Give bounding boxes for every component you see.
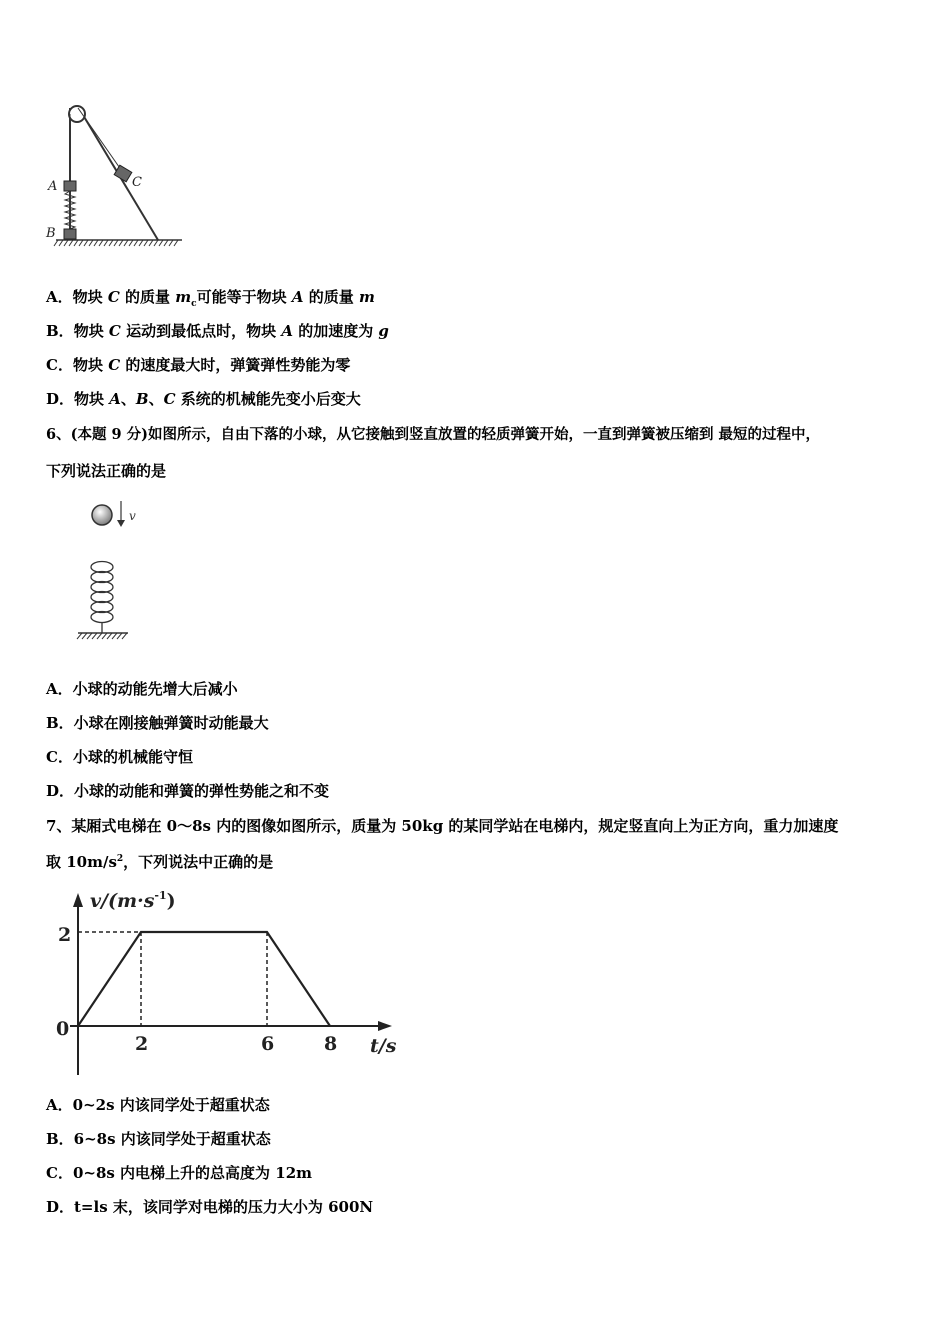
q7-stem-line2-pre: 取 10m/s xyxy=(46,853,117,871)
q6-option-d: D．小球的动能和弹簧的弹性势能之和不变 xyxy=(46,782,330,800)
label-b: B xyxy=(46,226,56,241)
hatch-mark xyxy=(74,240,78,246)
hatch-mark xyxy=(79,240,83,246)
hatch-mark xyxy=(97,633,102,639)
q5-option-d-var3: C xyxy=(163,390,176,408)
hatch-mark xyxy=(84,240,88,246)
hatch-mark xyxy=(169,240,173,246)
q5-option-d xyxy=(46,388,361,409)
hatch-mark xyxy=(174,240,178,246)
hatch-mark xyxy=(122,633,127,639)
q6-option-c: C．小球的机械能守恒 xyxy=(46,748,193,766)
q5-option-b-letter: B． xyxy=(46,322,74,340)
q5-option-b-var2: A xyxy=(281,322,293,340)
label-c: C xyxy=(132,175,142,190)
q5-option-a-var3: A xyxy=(291,288,304,306)
y-axis-label-sup: -1 xyxy=(154,889,167,902)
hatch-mark xyxy=(119,240,123,246)
spring-coil xyxy=(91,562,113,573)
q5-option-c xyxy=(46,354,350,375)
spring-coil xyxy=(91,582,113,593)
hatch-mark xyxy=(92,633,97,639)
hatch-mark xyxy=(109,240,113,246)
x-tick-label: 8 xyxy=(324,1033,338,1055)
hatch-mark xyxy=(94,240,98,246)
spring-coil xyxy=(91,572,113,583)
y-axis-label xyxy=(90,889,176,912)
q6-option-b: B．小球在刚接触弹簧时动能最大 xyxy=(46,714,269,732)
q5-option-c-var1: C xyxy=(108,356,121,374)
q5-option-a-var1: C xyxy=(107,288,120,306)
ball-spring-figure xyxy=(70,495,150,645)
q5-option-a-var4: m xyxy=(358,288,375,306)
velocity-label: v xyxy=(129,509,136,523)
spring-coil xyxy=(91,612,113,623)
x-tick-label: 2 xyxy=(135,1033,149,1055)
q7-stem-line1: 7、某厢式电梯在 0～8s 内的图像如图所示，质量为 50kg 的某同学站在电梯内，规定竖直向上为正方向，重力加速度 xyxy=(46,817,839,835)
y-tick-label: 2 xyxy=(58,924,72,946)
q5-option-a-text1: 物块 xyxy=(72,288,108,306)
hatch-mark xyxy=(114,240,118,246)
q6-option-a: A．小球的动能先增大后减小 xyxy=(46,680,238,698)
y-axis-label-close: ) xyxy=(166,890,176,912)
hatch-mark xyxy=(149,240,153,246)
q7-option-a: A．0~2s 内该同学处于超重状态 xyxy=(46,1096,270,1114)
hatch-mark xyxy=(99,240,103,246)
q5-option-a-sub2: c xyxy=(191,299,197,309)
pulley-incline-figure xyxy=(40,98,190,253)
q5-option-b xyxy=(46,320,389,341)
hatch-mark xyxy=(134,240,138,246)
q7-option-c: C．0~8s 内电梯上升的总高度为 12m xyxy=(46,1164,313,1182)
hatch-mark xyxy=(69,240,73,246)
y-axis-label-main: v/(m·s xyxy=(90,890,155,912)
q5-option-d-text4: 系统的机械能先变小后变大 xyxy=(175,390,361,408)
q5-option-a-text4: 的质量 xyxy=(303,288,359,306)
block-b xyxy=(64,229,76,239)
q7-stem-line2-post: ，下列说法中正确的是 xyxy=(123,853,274,871)
hatch-mark xyxy=(87,633,92,639)
hatch-mark xyxy=(154,240,158,246)
q5-option-c-text1: 物块 xyxy=(72,356,109,374)
origin-label: 0 xyxy=(56,1018,70,1040)
label-a: A xyxy=(48,179,58,194)
spring-coil xyxy=(91,602,113,613)
x-axis-label: t/s xyxy=(370,1035,397,1057)
hatch-mark xyxy=(139,240,143,246)
q6-stem-line1: 6、(本题 9 分)如图所示，自由下落的小球，从它接触到竖直放置的轻质弹簧开始，一直到弹簧被压缩到 最短的过程中， xyxy=(46,426,821,443)
y-axis-arrow xyxy=(73,893,83,907)
q5-option-d-letter: D． xyxy=(46,390,75,408)
q5-option-a-letter: A． xyxy=(46,288,73,306)
q5-option-a-var2: m xyxy=(175,288,192,306)
hatch-mark xyxy=(64,240,68,246)
velocity-series-line xyxy=(78,932,330,1026)
hatch-mark xyxy=(107,633,112,639)
velocity-arrowhead xyxy=(117,520,125,527)
q6-stem-line2: 下列说法正确的是 xyxy=(46,462,167,480)
spring-coil xyxy=(91,592,113,603)
hatch-mark xyxy=(129,240,133,246)
hatch-mark xyxy=(104,240,108,246)
hatch-mark xyxy=(164,240,168,246)
q7-option-b: B．6~8s 内该同学处于超重状态 xyxy=(46,1130,271,1148)
q7-stem-line2 xyxy=(46,851,273,872)
hatch-mark xyxy=(124,240,128,246)
q5-option-b-var1: C xyxy=(108,322,121,340)
velocity-time-chart xyxy=(50,885,410,1080)
q5-option-d-text3: 、 xyxy=(148,390,164,408)
q5-option-a xyxy=(46,286,375,309)
hatch-mark xyxy=(159,240,163,246)
x-axis-arrow xyxy=(378,1021,392,1031)
block-a xyxy=(64,181,76,191)
hatch-mark xyxy=(112,633,117,639)
ground-hatch xyxy=(54,240,182,246)
q5-option-c-text2: 的速度最大时，弹簧弹性势能为零 xyxy=(120,356,351,374)
block-c xyxy=(114,165,132,182)
q7-option-d: D．t=ls 末，该同学对电梯的压力大小为 600N xyxy=(46,1198,374,1216)
hatch-mark xyxy=(89,240,93,246)
q5-option-d-var2: B xyxy=(135,390,149,408)
hatch-mark xyxy=(102,633,107,639)
q7-stem-line2-sup: 2 xyxy=(116,854,124,864)
q5-option-b-text1: 物块 xyxy=(73,322,109,340)
hatch-mark xyxy=(77,633,82,639)
q5-option-b-var3: g xyxy=(378,322,389,340)
q5-option-c-letter: C． xyxy=(46,356,73,374)
x-tick-label: 6 xyxy=(261,1033,275,1055)
coil-spring xyxy=(91,562,113,634)
q5-option-d-var1: A xyxy=(109,390,121,408)
spring-ground-hatch xyxy=(77,633,127,639)
q5-option-a-text3: 可能等于物块 xyxy=(196,288,292,306)
q5-option-d-text1: 物块 xyxy=(74,390,110,408)
hatch-mark xyxy=(82,633,87,639)
q5-option-b-text3: 的加速度为 xyxy=(292,322,379,340)
hatch-mark xyxy=(117,633,122,639)
q5-option-a-text2: 的质量 xyxy=(119,288,176,306)
hatch-mark xyxy=(144,240,148,246)
q5-option-d-text2: 、 xyxy=(120,390,136,408)
rope-incline xyxy=(78,108,124,174)
ball xyxy=(92,505,112,525)
q5-option-b-text2: 运动到最低点时，物块 xyxy=(120,322,282,340)
hatch-mark xyxy=(59,240,63,246)
